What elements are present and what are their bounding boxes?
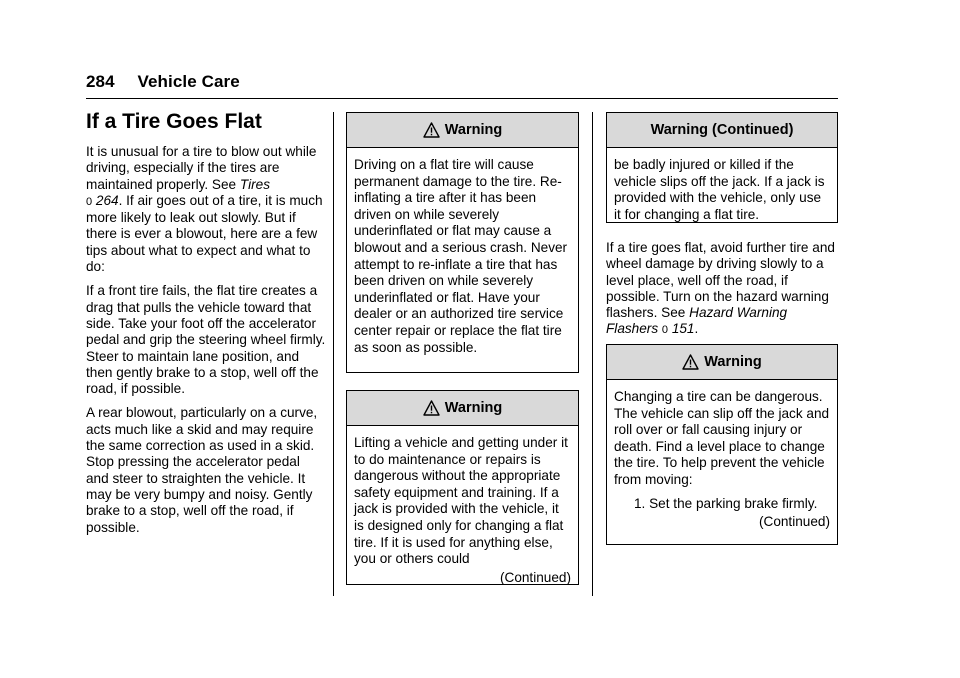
intro-text: It is unusual for a tire to blow out while driving, especially if the tires are maintained properly. See	[86, 144, 317, 192]
warning-body: be badly injured or killed if the vehicle slips off the jack. If a jack is provided with the vehicle, only use it for changing a flat tire.	[614, 157, 825, 222]
article-title: If a Tire Goes Flat	[86, 110, 262, 133]
rear-blowout-paragraph: A rear blowout, particularly on a curve, acts much like a skid and may require the same correction as used in a skid. Stop pressing the accelerator pedal and steer to straighten the vehicle. It may be very bumpy and noisy. Gently brake to a stop, well off the road, if possible.	[86, 405, 318, 535]
warning-title: Warning	[704, 354, 762, 370]
warning-header	[607, 345, 837, 380]
warning-title: Warning	[444, 400, 503, 416]
warning-triangle-icon	[682, 354, 699, 370]
warning-box-flat-tire	[346, 112, 579, 373]
continued-label: (Continued)	[499, 569, 571, 585]
flat-advice-paragraph	[606, 240, 838, 339]
hazard-page-link[interactable]: 151	[671, 321, 695, 337]
warning-box-jack	[346, 390, 579, 585]
warning-body: Lifting a vehicle and getting under it to do maintenance or repairs is dangerous without the appropriate safety equipment and training. If a jack is provided with the vehicle, it is designed only for changing a flat tire. If it is used for anything else, you or others could	[354, 435, 568, 567]
flat-advice-end: .	[694, 321, 699, 337]
warning-triangle-icon	[423, 122, 440, 138]
section-title: Vehicle Care	[137, 72, 240, 91]
xref-icon: 0	[86, 195, 93, 208]
warning-body: Driving on a flat tire will cause permanent damage to the tire. Re-inflating a tire after it has been driven on while severely underinflated or flat may cause a blowout and a serious crash. Never attempt to re-inflate a tire that has been driven on while severely underinflated or flat. Have your dealer or an authorized tire service center repair or replace the flat tire as soon as possible.	[354, 157, 568, 355]
warning-box-continued	[606, 112, 838, 223]
warning-header	[347, 113, 578, 148]
front-tire-paragraph: If a front tire fails, the flat tire creates a drag that pulls the vehicle toward that side. Take your foot off the accelerator pedal and grip the steering wheel firmly. Steer to maintain lane position, and then gently brake to a stop, well off the road, if possible.	[86, 283, 326, 397]
step-item: 1. Set the parking brake firmly.	[634, 495, 818, 511]
warning-header	[607, 113, 837, 148]
column-divider-left	[333, 112, 334, 596]
tires-page-link[interactable]: 264	[95, 192, 119, 208]
warning-header	[347, 391, 578, 426]
warning-title: Warning (Continued)	[650, 122, 794, 138]
warning-body: Changing a tire can be dangerous. The vehicle can slip off the jack and roll over or fall causing injury or death. Find a level place to change the tire. To help prevent the vehicle from moving:	[614, 389, 830, 487]
xref-icon: 0	[661, 324, 669, 337]
tires-link[interactable]: Tires	[239, 176, 270, 192]
header-rule	[86, 98, 838, 99]
continued-label: (Continued)	[758, 514, 830, 530]
flat-advice	[606, 240, 838, 347]
column-divider-right	[592, 112, 593, 596]
intro-paragraph	[86, 144, 326, 275]
flat-advice-text: If a tire goes flat, avoid further tire and wheel damage by driving slowly to a level place, well off the road, if possible. Turn on the hazard warning flashers. See	[606, 240, 835, 321]
warning-title: Warning	[444, 122, 503, 138]
warning-triangle-icon	[423, 400, 440, 416]
page-header	[86, 72, 240, 92]
warning-box-changing-tire	[606, 344, 838, 545]
page-number: 284	[86, 72, 115, 91]
hazard-flashers-link[interactable]: Hazard Warning Flashers	[606, 305, 788, 337]
main-column	[86, 110, 326, 544]
intro-text-rest: . If air goes out of a tire, it is much more likely to leak out slowly. But if there is ever a blowout, here are a few tips about what to expect and what to do:	[86, 192, 323, 275]
